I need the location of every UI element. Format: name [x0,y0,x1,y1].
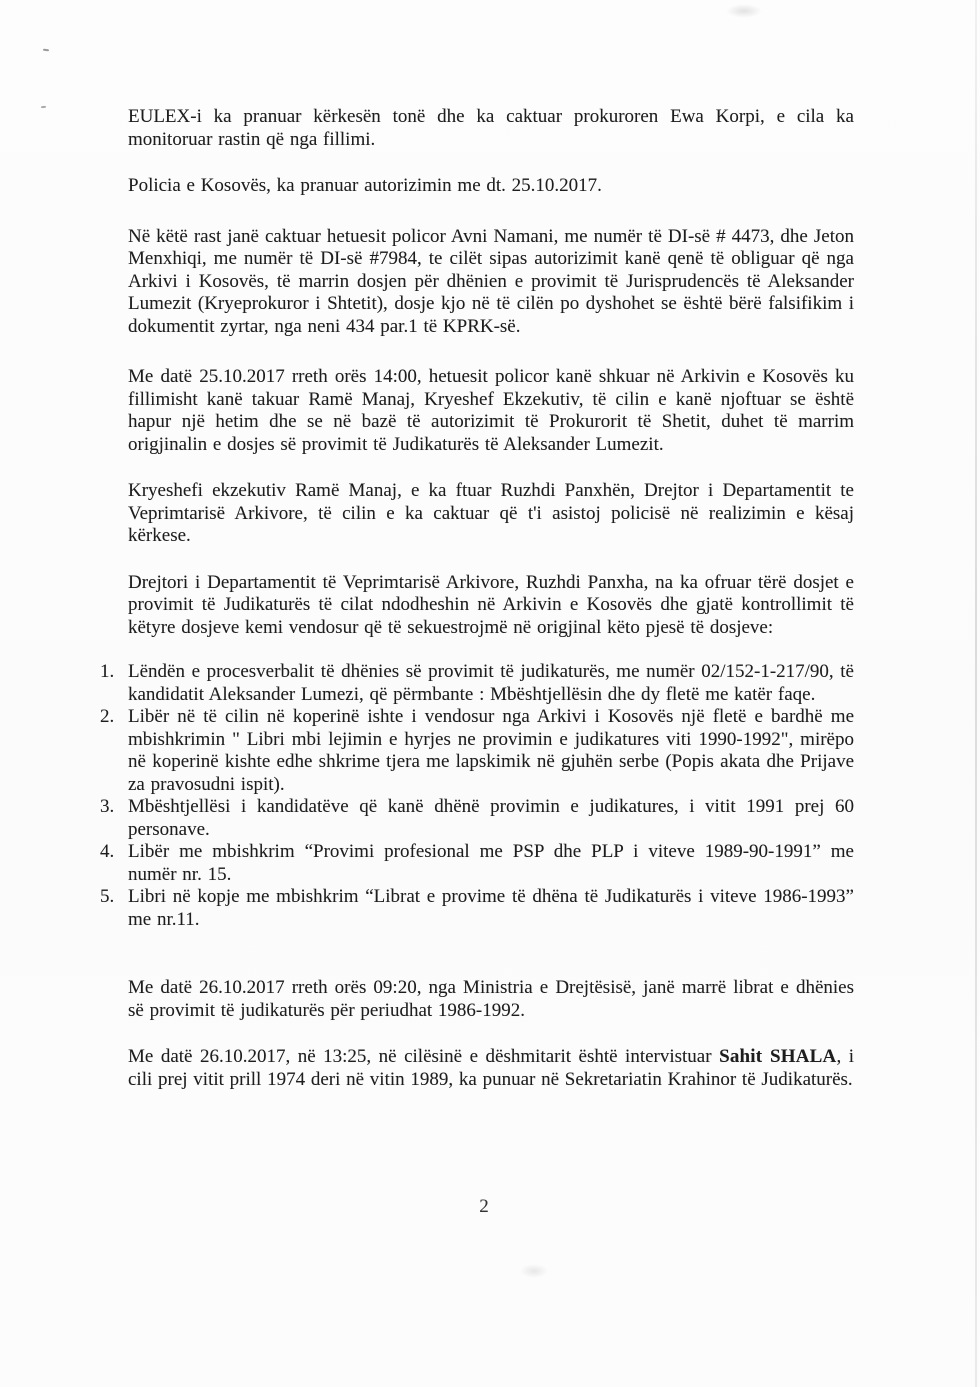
scan-smudge [520,1264,548,1278]
paragraph-witness-interview [128,1046,854,1091]
list-item [100,886,854,931]
paragraph-ministry-books: Me datë 26.10.2017 rreth orës 09:20, nga Ministria e Drejtësisë, janë marrë librat e dhënies së provimit të judikaturës për periudhat 1986-1992. [128,977,854,1021]
list-item [100,796,854,841]
list-item-number: 3. [100,796,115,817]
witness-name: Sahit SHALA [719,1046,837,1067]
list-item-text: Libër në të cilin në koperinë ishte i vendosur nga Arkivi i Kosovës një fletë e bardhë me mbishkrimin " Libri mbi lejimin e hyrjes ne provimin e judikatures viti 1990-1992", mirëpo në koperinë kishte edhe shkrime tjera me lapskimik në gjuhën serbe (Popis akata dhe Prijave za pravosudni ispit). [128,706,854,795]
list-item [100,841,854,886]
paragraph-eulex-prosecutor: EULEX-i ka pranuar kërkesën tonë dhe ka caktuar prokuroren Ewa Korpi, e cila ka monitoruar rastin që nga fillimi. [128,106,854,150]
list-item [100,706,854,796]
list-item-number: 4. [100,841,115,862]
document-body [100,106,855,1091]
scan-edge-line [975,0,977,1387]
list-item-number: 5. [100,886,115,907]
paragraph-chief-executive-invite: Kryeshefi ekzekutiv Ramë Manaj, e ka ftuar Ruzhdi Panxhën, Drejtor i Departamentit te Veprimtarisë Arkivore, të cilin e ka caktuar që t'i asistoj policisë në realizimin e kësaj kërkese. [128,480,854,546]
scan-smudge [726,4,762,18]
list-item-text: Lëndën e procesverbalit të dhënies së provimit të judikaturës, me numër 02/152-1-217/90, të kandidatit Aleksander Lumezi, që përmbante : Mbështjellësin dhe dy fletë me katër faqe. [128,661,854,705]
list-item-text: Mbështjellësi i kandidatëve që kanë dhënë provimin e judikatures, i vitit 1991 prej 60 personave. [128,796,854,840]
page-number: 2 [479,1196,489,1217]
witness-paragraph-suffix: , i cili prej vitit prill 1974 deri në vitin 1989, ka punuar në Sekretariatin Krahinor të Judikaturës. [128,1046,855,1090]
list-item [100,661,854,706]
scan-dash-mark [43,49,49,52]
list-item-text: Libër me mbishkrim “Provimi profesional me PSP dhe PLP i viteve 1989-90-1991” me numër nr. 15. [128,841,854,885]
paragraph-director-offered-files: Drejtori i Departamentit të Veprimtarisë Arkivore, Ruzhdi Panxha, na ka ofruar tërë dosjet e provimit të Judikaturës të cilat ndodheshin në Arkivin e Kosovës dhe gjatë kontrollimit të këtyre dosjeve kemi vendosur që të sekuestrojmë në origjinal këto pjesë të dosjeve: [128,571,854,638]
paragraph-police-authorization: Policia e Kosovës, ka pranuar autorizimin me dt. 25.10.2017. [128,175,602,196]
scan-dash-mark [41,106,46,109]
seized-items-list [100,661,854,931]
list-item-number: 2. [100,706,115,727]
paragraph-investigators-assigned: Në këtë rast janë caktuar hetuesit policor Avni Namani, me numër të DI-së # 4473, dhe Jeton Menxhiqi, me numër të DI-së #7984, te cilët sipas autorizimit kanë qenë të obliguar që nga Arkivi i Kosovës, të marrin dosjen për dhënien e provimit të Jurisprudencës të Aleksander Lumezit (Kryeprokuror i Shtetit), dosje kjo në të cilën po dyshohet se është bërë falsifikim i dokumentit zyrtar, nga neni 434 par.1 të KPRK-së. [128,225,854,337]
witness-paragraph-prefix: Me datë 26.10.2017, në 13:25, në cilësinë e dëshmitarit është intervistuar [128,1046,720,1067]
list-item-text: Libri në kopje me mbishkrim “Librat e provime të dhëna të Judikaturës i viteve 1986-1993” me nr.11. [128,886,854,930]
list-item-number: 1. [100,661,115,682]
paragraph-archive-visit: Me datë 25.10.2017 rreth orës 14:00, hetuesit policor kanë shkuar në Arkivin e Kosovës ku fillimisht kanë takuar Ramë Manaj, Kryeshef Ekzekutiv, të cilin e kanë njoftuar se është hapur një hetim dhe se në bazë të autorizimit të Prokurorit të Shetit, duhet të marrim origjinalin e dosjes së provimit të Judikaturës të Aleksander Lumezit. [128,366,854,455]
